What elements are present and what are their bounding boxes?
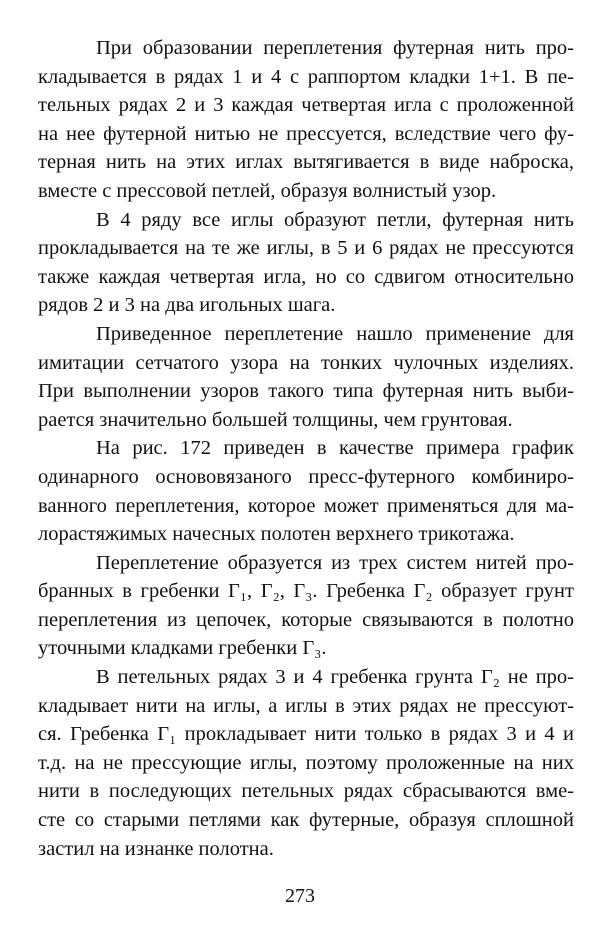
text-line: одинарного основовязаного пресс-футерного комбиниро-	[38, 465, 574, 488]
text-line: На рис. 172 приведен в качестве примера график	[96, 437, 574, 460]
text-line: бранных в гребенки Г₁, Г₂, Г₃. Гребенка Г₂ образует грунт	[38, 580, 574, 603]
text-line: При выполнении узоров такого типа футерная нить выби-	[38, 380, 574, 403]
text-line: на нее футерной нитью не прессуется, вследствие чего фу-	[38, 122, 574, 145]
text-line: рядов 2 и 3 на два игольных шага.	[38, 294, 336, 317]
text-line: застил на изнанке полотна.	[38, 837, 274, 860]
text-line: кладывает нити на иглы, а иглы в этих рядах не прессуют-	[38, 694, 574, 717]
page-number: 273	[285, 885, 315, 907]
text-line: При образовании переплетения футерная нить про-	[96, 37, 574, 59]
text-line: лорастяжимых начесных полотен верхнего трикотажа.	[38, 523, 515, 546]
text-line: кладывается в рядах 1 и 4 с раппортом кладки 1+1. В пе-	[38, 65, 574, 88]
text-line: прокладывается на те же иглы, в 5 и 6 рядах не прессуются	[38, 237, 574, 260]
text-line: т.д. на не прессующие иглы, поэтому проложенные на них	[38, 751, 574, 774]
text-line: Приведенное переплетение нашло применение для	[96, 322, 574, 345]
text-line: терная нить на этих иглах вытягивается в виде наброска,	[38, 151, 574, 174]
text-line: имитации сетчатого узора на тонких чулочных изделиях.	[38, 351, 574, 374]
text-line: В петельных рядах 3 и 4 гребенка грунта Г₂ не про-	[96, 666, 574, 689]
text-line: также каждая четвертая игла, но со сдвигом относительно	[38, 265, 574, 288]
text-line: уточными кладками гребенки Г₃.	[38, 637, 327, 660]
text-line: нити в последующих петельных рядах сбрасываются вме-	[38, 780, 574, 803]
text-line: ванного переплетения, которое может применяться для ма-	[38, 494, 574, 517]
text-line: ся. Гребенка Г₁ прокладывает нити только в рядах 3 и 4 и	[38, 723, 574, 746]
body-text	[38, 34, 574, 863]
text-line: сте со старыми петлями как футерные, образуя сплошной	[38, 809, 574, 832]
text-line: рается значительно большей толщины, чем грунтовая.	[38, 408, 513, 431]
text-line: Переплетение образуется из трех систем нитей про-	[96, 551, 574, 574]
text-line: вместе с прессовой петлей, образуя волнистый узор.	[38, 179, 497, 202]
text-line: тельных рядах 2 и 3 каждая четвертая игла с проложенной	[38, 94, 574, 117]
text-line: В 4 ряду все иглы образуют петли, футерная нить	[96, 208, 574, 231]
text-line: переплетения из цепочек, которые связываются в полотно	[38, 608, 574, 631]
